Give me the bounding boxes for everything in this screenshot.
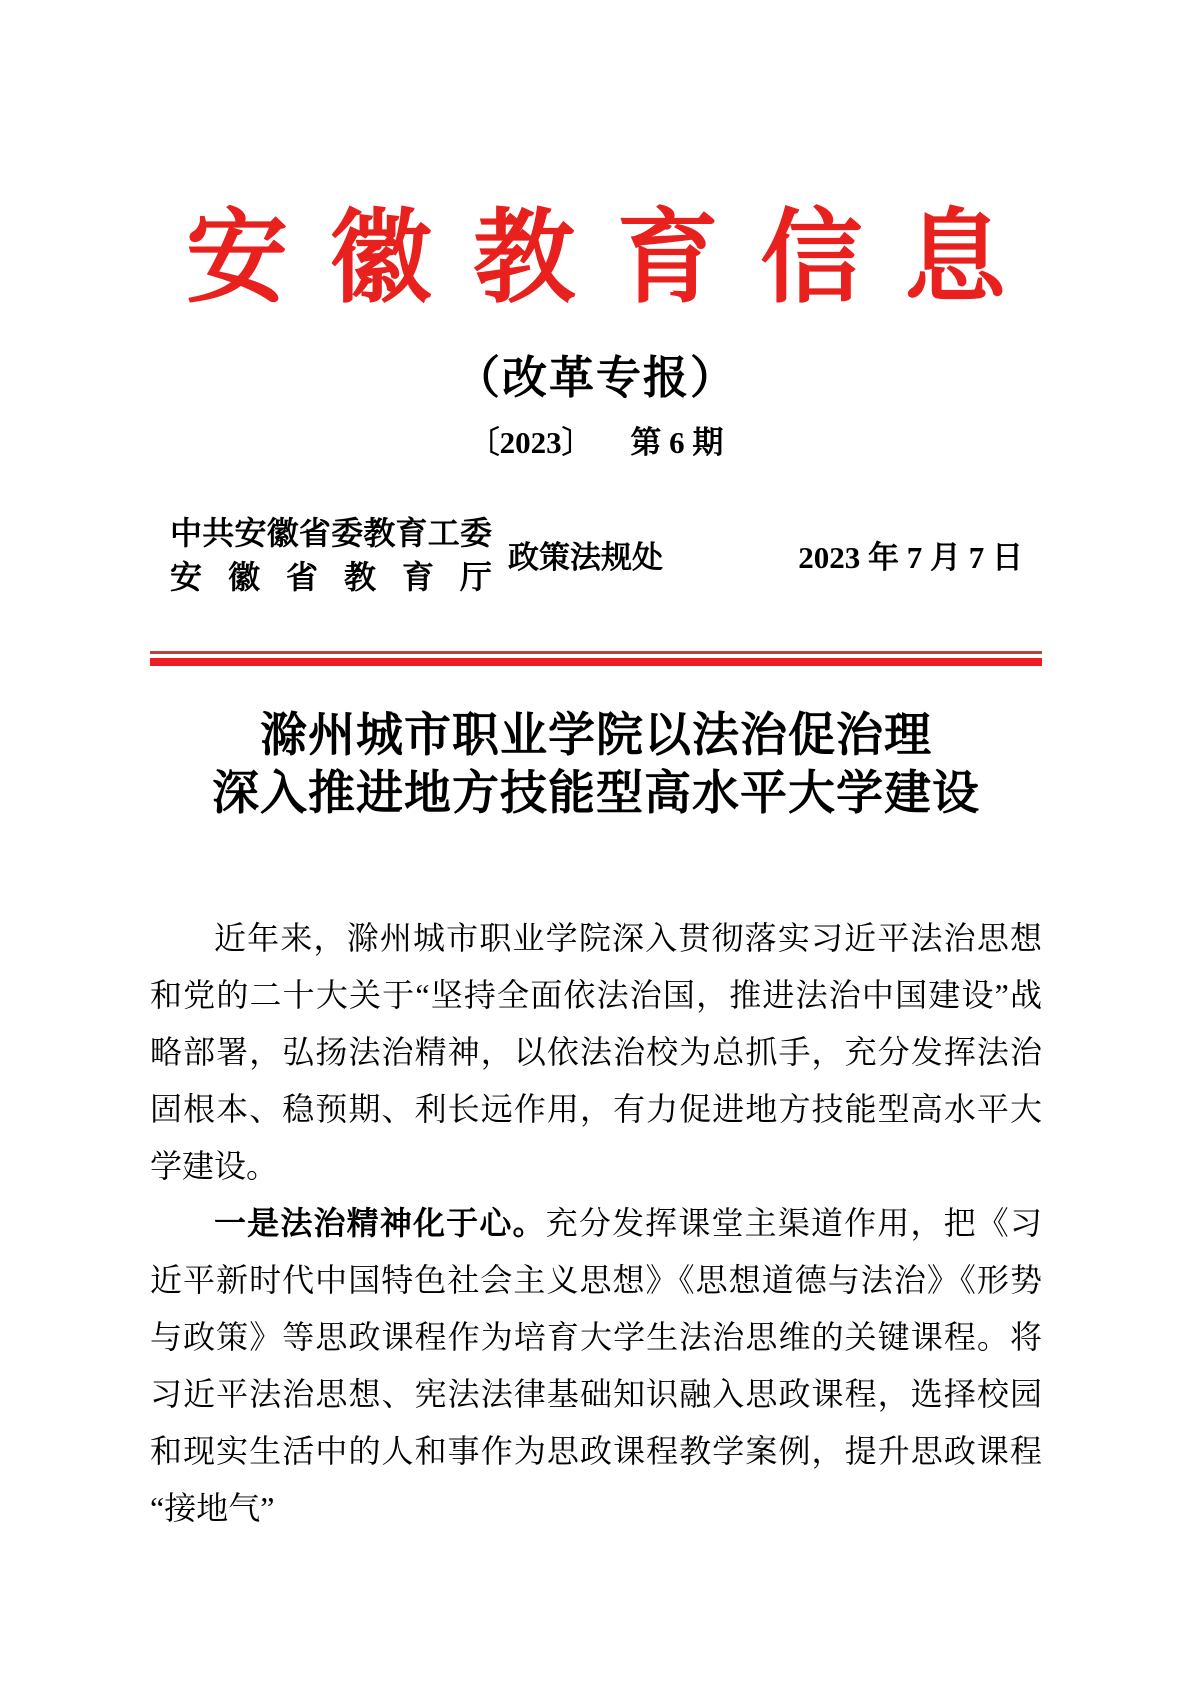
issuer-row (150, 511, 1042, 599)
issue-number: 第 6 期 (630, 424, 724, 460)
issue-line (0, 425, 1192, 461)
paragraph-lead: 一是法治精神化于心。 (214, 1204, 546, 1241)
masthead-title: 安 徽 教 育 信 息 (186, 203, 1006, 316)
header-divider (150, 651, 1042, 666)
issuing-division: 政策法规处 (508, 540, 663, 576)
article-title (150, 706, 1042, 822)
issuer-org-block (170, 511, 492, 599)
article-title-line-1: 滁州城市职业学院以法治促治理 (260, 707, 932, 761)
body-paragraph-1: 近年来，滁州城市职业学院深入贯彻落实习近平法治思想和党的二十大关于“坚持全面依法治国，推进法治中国建设”战略部署，弘扬法治精神，以依法治校为总抓手，充分发挥法治固根本、稳预期、利长远作用，有力促进地方技能型高水平大学建设。 (150, 919, 1042, 1184)
body-paragraph-2: 一是法治精神化于心。充分发挥课堂主渠道作用，把《习近平新时代中国特色社会主义思想》《思想道德与法治》《形势与政策》等思政课程作为培育大学生法治思维的关键课程。将习近平法治思想、宪法法律基础知识融入思政课程，选择校园和现实生活中的人和事作为思政课程教学案例，提升思政课程“接地气” (150, 1204, 1042, 1526)
issue-date: 2023 年 7 月 7 日 (798, 540, 1023, 576)
article-body (150, 910, 1042, 1537)
issuer-org-line-1: 中 共 安 徽 省 委 教 育 工 委 (170, 514, 492, 551)
issuer-org-line-2: 安 徽 省 教 育 厅 (170, 558, 492, 595)
article-title-line-2: 深入推进地方技能型高水平大学建设 (212, 765, 980, 819)
divider-thick-line (150, 658, 1042, 666)
issue-year: 〔2023〕 (468, 424, 593, 460)
masthead-subtitle: （改革专报） (454, 352, 737, 404)
